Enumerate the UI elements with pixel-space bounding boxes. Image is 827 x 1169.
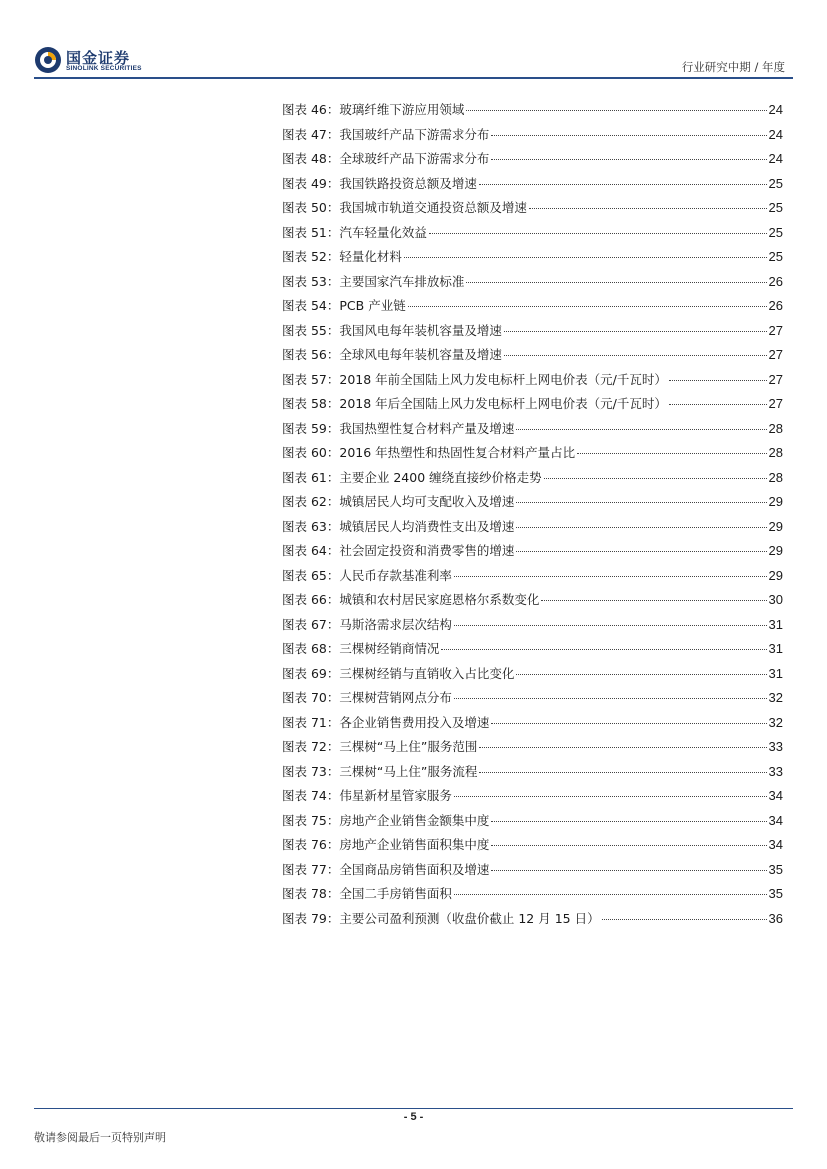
dot-leader <box>479 184 767 185</box>
toc-entry[interactable] <box>282 443 783 468</box>
toc-entry-page: 31 <box>768 616 783 632</box>
toc-entry-title: 图表 69：三棵树经销与直销收入占比变化 <box>282 665 515 681</box>
toc-entry-title: 图表 60：2016 年热塑性和热固性复合材料产量占比 <box>282 445 576 460</box>
toc-entry-title: 图表 57：2018 年前全国陆上风力发电标杆上网电价表（元/千瓦时） <box>282 371 667 387</box>
toc-entry-page: 34 <box>768 812 783 828</box>
dot-leader <box>454 576 767 577</box>
dot-leader <box>408 306 767 307</box>
dot-leader <box>529 208 767 209</box>
toc-entry-page: 28 <box>768 420 783 436</box>
dot-leader <box>441 649 766 650</box>
toc-entry[interactable] <box>282 541 783 566</box>
toc-entry[interactable] <box>282 174 783 199</box>
toc-entry[interactable] <box>282 100 783 125</box>
toc-entry-title: 图表 48：全球玻纤产品下游需求分布 <box>282 151 490 166</box>
toc-entry-title: 图表 47：我国玻纤产品下游需求分布 <box>282 126 490 142</box>
toc-entry-title: 图表 71：各企业销售费用投入及增速 <box>282 714 490 730</box>
page-header <box>0 0 827 80</box>
footer-disclaimer: 敬请参阅最后一页特别声明 <box>34 1131 166 1144</box>
toc-entry[interactable] <box>282 909 783 934</box>
toc-entry-page: 26 <box>768 273 783 289</box>
toc-entry-title: 图表 50：我国城市轨道交通投资总额及增速 <box>282 200 527 215</box>
header-divider <box>34 77 793 79</box>
toc-entry[interactable] <box>282 884 783 909</box>
toc-entry-page: 25 <box>768 175 783 191</box>
logo-english-name: SINOLINK SECURITIES <box>66 65 142 72</box>
toc-entry[interactable] <box>282 198 783 223</box>
toc-entry[interactable] <box>282 223 783 248</box>
toc-entry-page: 31 <box>768 665 783 681</box>
toc-entry[interactable] <box>282 492 783 517</box>
toc-entry-title: 图表 65：人民币存款基准利率 <box>282 567 452 583</box>
toc-entry-page: 29 <box>768 518 783 534</box>
toc-entry-page: 31 <box>768 641 783 656</box>
toc-entry[interactable] <box>282 272 783 297</box>
dot-leader <box>504 331 767 332</box>
toc-entry-page: 25 <box>768 224 783 240</box>
toc-entry[interactable] <box>282 345 783 370</box>
footer-divider <box>34 1108 793 1109</box>
toc-entry[interactable] <box>282 296 783 321</box>
toc-entry[interactable] <box>282 370 783 395</box>
toc-entry-page: 24 <box>768 126 783 142</box>
dot-leader <box>602 919 767 920</box>
toc-entry[interactable] <box>282 811 783 836</box>
toc-entry[interactable] <box>282 566 783 591</box>
toc-entry-page: 27 <box>768 347 783 362</box>
toc-entry-title: 图表 72：三棵树“马上住”服务范围 <box>282 739 478 754</box>
toc-entry[interactable] <box>282 468 783 493</box>
toc-entry-title: 图表 77：全国商品房销售面积及增速 <box>282 861 490 877</box>
dot-leader <box>429 233 767 234</box>
toc-entry-title: 图表 70：三棵树营销网点分布 <box>282 690 452 705</box>
toc-entry-page: 25 <box>768 200 783 215</box>
toc-entry-title: 图表 61：主要企业 2400 缠绕直接纱价格走势 <box>282 469 542 485</box>
report-type: 行业研究中期 / 年度 <box>681 60 785 74</box>
dot-leader <box>479 747 766 748</box>
logo-chinese-name: 国金证券 <box>66 49 131 67</box>
toc-entry[interactable] <box>282 125 783 150</box>
toc-entry-page: 29 <box>768 567 783 583</box>
toc-entry[interactable] <box>282 321 783 346</box>
toc-entry[interactable] <box>282 786 783 811</box>
toc-entry-page: 29 <box>768 494 783 509</box>
dot-leader <box>516 527 766 528</box>
toc-entry-page: 27 <box>768 396 783 411</box>
toc-entry-page: 33 <box>768 763 783 779</box>
toc-entry-title: 图表 79：主要公司盈利预测（收盘价截止 12 月 15 日） <box>282 910 600 926</box>
toc-entry[interactable] <box>282 639 783 664</box>
toc-entry[interactable] <box>282 590 783 615</box>
toc-entry-page: 24 <box>768 102 783 117</box>
dot-leader <box>466 110 766 111</box>
toc-entry[interactable] <box>282 149 783 174</box>
toc-entry-page: 27 <box>768 371 783 387</box>
dot-leader <box>491 821 766 822</box>
toc-entry-title: 图表 46：玻璃纤维下游应用领域 <box>282 102 465 117</box>
toc-entry[interactable] <box>282 247 783 272</box>
toc-entry-page: 33 <box>768 739 783 754</box>
dot-leader <box>466 282 766 283</box>
toc-entry-page: 34 <box>768 837 783 852</box>
dot-leader <box>669 380 767 381</box>
toc-entry-title: 图表 51：汽车轻量化效益 <box>282 224 427 240</box>
dot-leader <box>491 159 766 160</box>
toc-entry[interactable] <box>282 664 783 689</box>
toc-entry-title: 图表 76：房地产企业销售面积集中度 <box>282 837 490 852</box>
toc-entry-page: 28 <box>768 469 783 485</box>
dot-leader <box>491 845 766 846</box>
toc-entry-page: 30 <box>768 592 783 607</box>
dot-leader <box>454 698 767 699</box>
dot-leader <box>577 453 766 454</box>
toc-entry-title: 图表 62：城镇居民人均可支配收入及增速 <box>282 494 515 509</box>
toc-entry[interactable] <box>282 762 783 787</box>
toc-entry-page: 35 <box>768 886 783 901</box>
toc-entry-page: 26 <box>768 298 783 313</box>
toc-entry-page: 35 <box>768 861 783 877</box>
toc-entry-page: 27 <box>768 322 783 338</box>
dot-leader <box>544 478 767 479</box>
toc-entry-title: 图表 73：三棵树“马上住”服务流程 <box>282 763 478 779</box>
dot-leader <box>454 625 767 626</box>
toc-entry-title: 图表 68：三棵树经销商情况 <box>282 641 440 656</box>
dot-leader <box>516 551 766 552</box>
toc-entry[interactable] <box>282 517 783 542</box>
dot-leader <box>479 772 766 773</box>
toc-entry-title: 图表 64：社会固定投资和消费零售的增速 <box>282 543 515 558</box>
toc-entry-page: 24 <box>768 151 783 166</box>
toc-entry-title: 图表 78：全国二手房销售面积 <box>282 886 452 901</box>
toc-entry-page: 25 <box>768 249 783 264</box>
toc-entry-title: 图表 58：2018 年后全国陆上风力发电标杆上网电价表（元/千瓦时） <box>282 396 667 411</box>
sinolink-logo-icon <box>34 46 62 74</box>
dot-leader <box>404 257 767 258</box>
toc-entry-title: 图表 66：城镇和农村居民家庭恩格尔系数变化 <box>282 592 540 607</box>
toc-entry-title: 图表 53：主要国家汽车排放标准 <box>282 273 465 289</box>
dot-leader <box>491 135 766 136</box>
dot-leader <box>491 723 766 724</box>
toc-entry[interactable] <box>282 394 783 419</box>
figure-index-list <box>282 100 783 933</box>
toc-entry-title: 图表 75：房地产企业销售金额集中度 <box>282 812 490 828</box>
dot-leader <box>516 502 766 503</box>
toc-entry[interactable] <box>282 688 783 713</box>
dot-leader <box>491 870 766 871</box>
toc-entry-title: 图表 56：全球风电每年装机容量及增速 <box>282 347 502 362</box>
toc-entry-title: 图表 59：我国热塑性复合材料产量及增速 <box>282 420 515 436</box>
dot-leader <box>541 600 766 601</box>
toc-entry-title: 图表 55：我国风电每年装机容量及增速 <box>282 322 502 338</box>
dot-leader <box>454 894 767 895</box>
toc-entry-page: 32 <box>768 714 783 730</box>
toc-entry-title: 图表 52：轻量化材料 <box>282 249 402 264</box>
company-logo <box>34 46 154 78</box>
toc-entry-page: 28 <box>768 445 783 460</box>
toc-entry[interactable] <box>282 615 783 640</box>
toc-entry[interactable] <box>282 737 783 762</box>
toc-entry[interactable] <box>282 419 783 444</box>
toc-entry-title: 图表 63：城镇居民人均消费性支出及增速 <box>282 518 515 534</box>
toc-entry[interactable] <box>282 860 783 885</box>
toc-entry-title: 图表 49：我国铁路投资总额及增速 <box>282 175 477 191</box>
dot-leader <box>516 674 766 675</box>
dot-leader <box>669 404 767 405</box>
toc-entry-title: 图表 67：马斯洛需求层次结构 <box>282 616 452 632</box>
toc-entry-title: 图表 54：PCB 产业链 <box>282 298 406 313</box>
page-number: - 5 - <box>403 1111 424 1123</box>
toc-entry-page: 29 <box>768 543 783 558</box>
toc-entry-page: 32 <box>768 690 783 705</box>
toc-entry[interactable] <box>282 835 783 860</box>
toc-entry-page: 36 <box>768 910 783 926</box>
dot-leader <box>504 355 767 356</box>
toc-entry[interactable] <box>282 713 783 738</box>
toc-entry-title: 图表 74：伟星新材星管家服务 <box>282 788 452 803</box>
toc-entry-page: 34 <box>768 788 783 803</box>
dot-leader <box>516 429 766 430</box>
dot-leader <box>454 796 767 797</box>
